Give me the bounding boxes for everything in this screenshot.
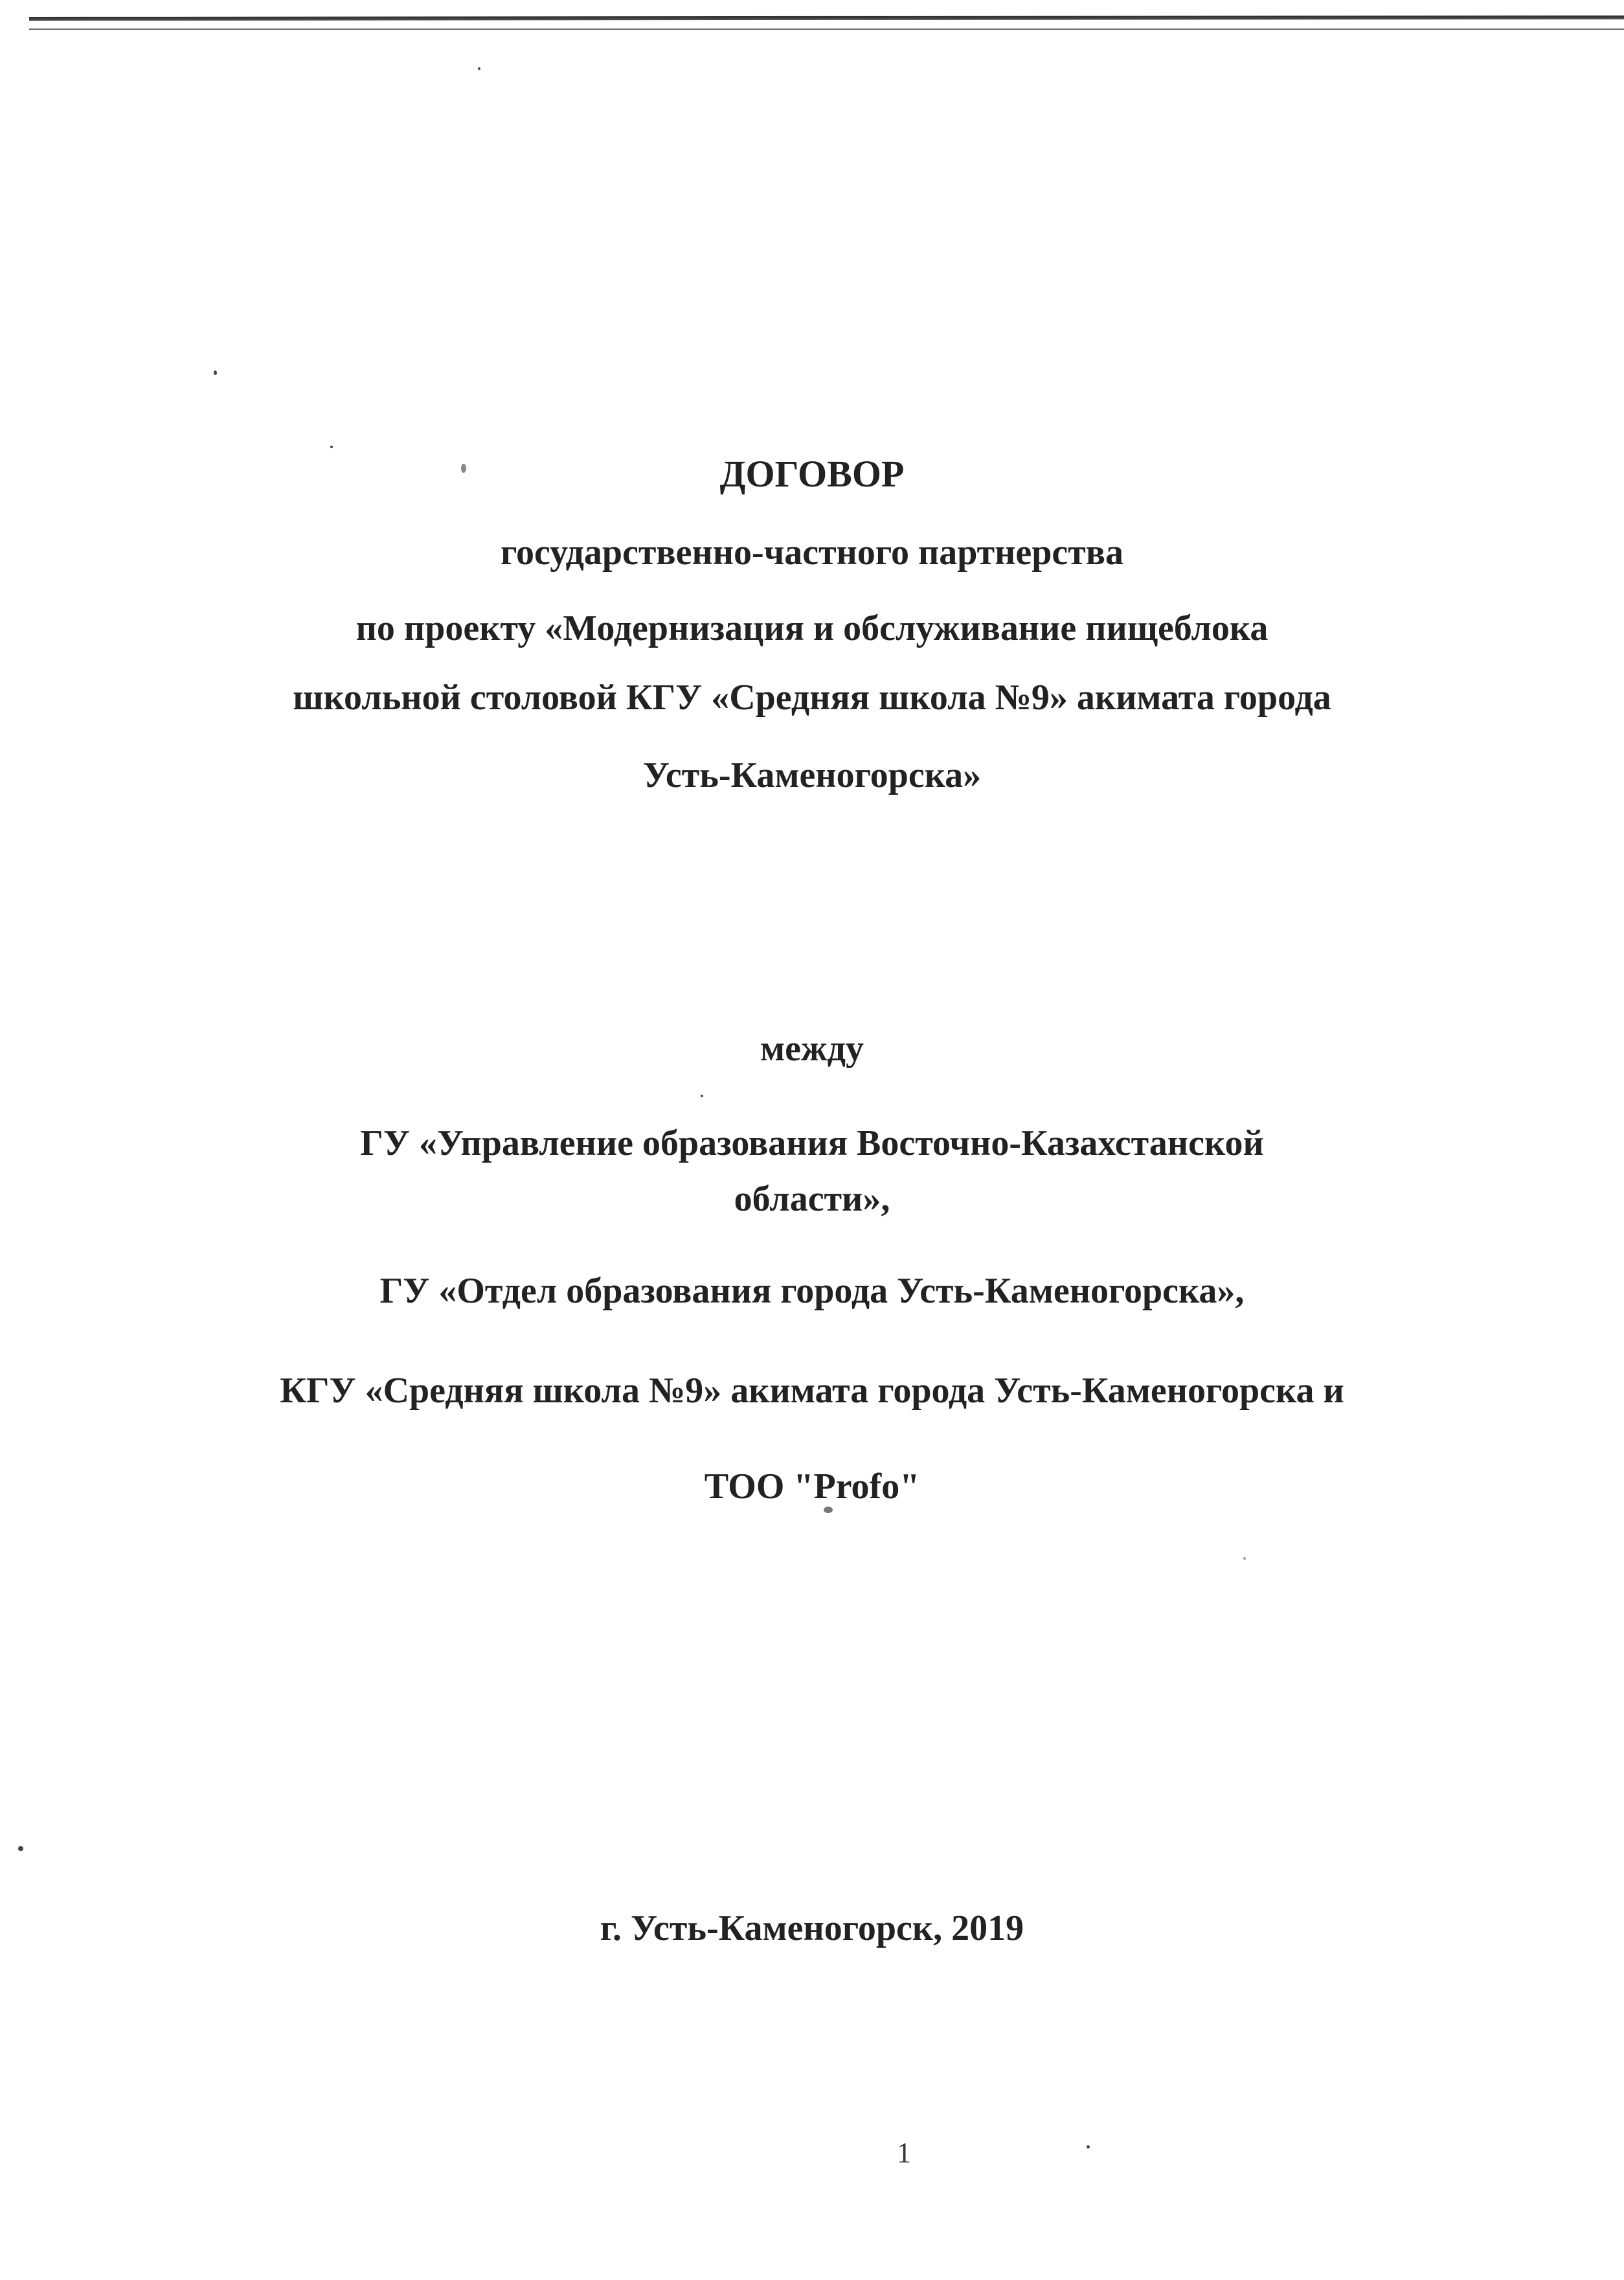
scan-speck bbox=[330, 446, 333, 448]
scan-speck bbox=[1087, 2145, 1090, 2149]
scan-speck bbox=[478, 67, 480, 70]
document-subtitle-line-4: Усть-Каменогорска» bbox=[642, 755, 982, 795]
party-1-line-2: области», bbox=[734, 1179, 890, 1219]
document-subtitle-line-3: школьной столовой КГУ «Средняя школа №9» акимата города bbox=[293, 678, 1331, 718]
page-number: 1 bbox=[897, 2137, 911, 2169]
document-subtitle-line-1: государственно-частного партнерства bbox=[500, 532, 1124, 573]
document-title: ДОГОВОР bbox=[719, 453, 905, 495]
scan-speck bbox=[18, 1846, 23, 1851]
party-4: ТОО "Profo" bbox=[704, 1466, 920, 1507]
between-label: между bbox=[760, 1029, 864, 1069]
scan-border-top bbox=[29, 16, 1624, 21]
scan-speck bbox=[1243, 1557, 1246, 1560]
party-2: ГУ «Отдел образования города Усть-Каменогорска», bbox=[379, 1271, 1245, 1311]
place-and-date: г. Усть-Каменогорск, 2019 bbox=[600, 1908, 1024, 1948]
scan-speck bbox=[214, 370, 217, 375]
document-subtitle-line-2: по проекту «Модернизация и обслуживание пищеблока bbox=[355, 608, 1269, 648]
scan-speck bbox=[701, 1095, 703, 1097]
party-1-line-1: ГУ «Управление образования Восточно-Казахстанской bbox=[360, 1123, 1264, 1163]
scan-border-top-thin bbox=[29, 28, 1624, 30]
party-3: КГУ «Средняя школа №9» акимата города Усть-Каменогорска и bbox=[280, 1371, 1344, 1411]
